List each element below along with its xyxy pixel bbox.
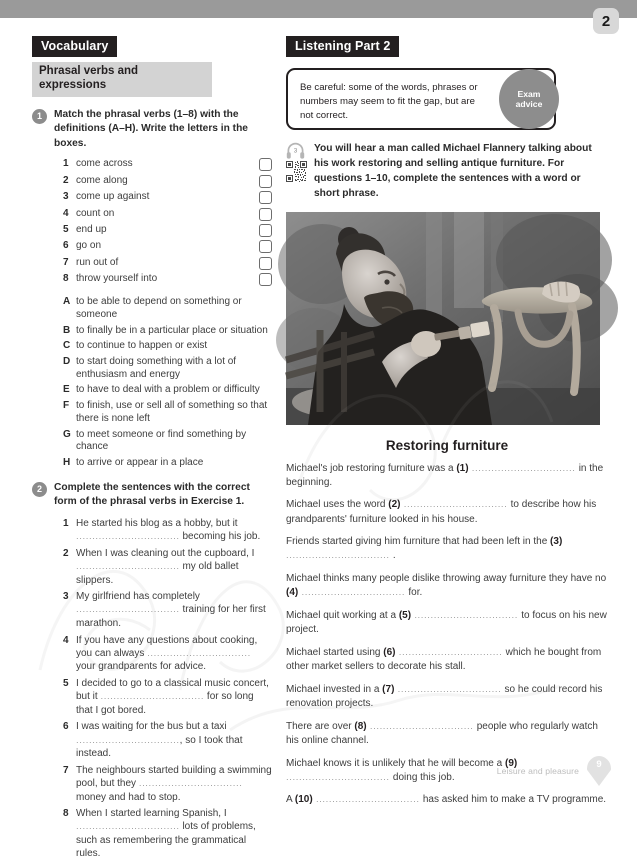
listening-icon-group <box>286 142 310 182</box>
definition-row <box>63 325 272 338</box>
gap-sentence-number: 3 <box>63 591 69 603</box>
exam-advice-box <box>286 68 556 130</box>
gap-sentence-row <box>63 634 272 674</box>
answer-box[interactable] <box>259 273 272 286</box>
gap-sentence-text: I decided to go to a classical music concert, but it ................................ for so long that I got bored. <box>76 678 269 716</box>
gap-sentence-number: 1 <box>63 517 69 529</box>
gap-sentence-row <box>63 590 272 630</box>
vocabulary-column <box>32 36 272 864</box>
exercise-2-number: 2 <box>32 482 47 497</box>
answer-box[interactable] <box>259 224 272 237</box>
definition-text: to start doing something with a lot of enthusiasm and energy <box>76 356 237 380</box>
listening-gap-sentence: Michael's job restoring furniture was a (1) ................................ in the beginning. <box>286 462 604 488</box>
phrasal-verb-number: 7 <box>63 256 69 268</box>
gap-sentence-text: If you have any questions about cooking, you can always ................................ your grandparents for advice. <box>76 634 258 673</box>
answer-gap[interactable]: ................................ <box>138 778 243 789</box>
answer-box[interactable] <box>259 240 272 253</box>
definition-letter: F <box>63 400 70 412</box>
qr-code-icon[interactable] <box>286 161 307 182</box>
question-number: (1) <box>456 462 469 474</box>
definition-letter: B <box>63 324 71 336</box>
answer-gap[interactable]: ................................ <box>411 610 522 621</box>
answer-gap[interactable]: ................................ <box>312 794 423 806</box>
phrasal-verb-number: 8 <box>63 273 69 285</box>
furniture-restoration-photo <box>286 212 600 425</box>
listening-gap-sentence: Michael invested in a (7) ................................ so he could record his renovation projects. <box>286 683 603 709</box>
phrasal-verb-row <box>63 175 272 188</box>
exercise-2 <box>32 481 272 861</box>
phrasal-verb-number: 5 <box>63 223 69 235</box>
gap-sentence-number: 4 <box>63 634 69 646</box>
phrasal-verb-row <box>63 240 272 253</box>
exercise-1-rubric: Match the phrasal verbs (1–8) with the definitions (A–H). Write the letters in the boxes. <box>54 108 248 149</box>
phrasal-verb-row <box>63 224 272 237</box>
phrasal-verb-number: 4 <box>63 207 69 219</box>
page-number: 9 <box>596 759 602 770</box>
phrasal-verb-number: 2 <box>63 174 69 186</box>
vocabulary-section-header: Vocabulary <box>32 36 117 57</box>
track-number-label: 3 <box>293 147 298 155</box>
answer-gap[interactable]: ................................ <box>76 560 180 572</box>
listening-gap-sentence: Michael uses the word (2) ................................ to describe how his grandparents' furniture looked in his house. <box>286 499 597 525</box>
definition-text: to have to deal with a problem or difficulty <box>76 384 260 396</box>
answer-gap[interactable]: ................................ <box>468 462 579 474</box>
answer-gap[interactable]: ................................ <box>147 647 251 659</box>
definition-letter: A <box>63 296 71 308</box>
gap-sentence-text: My girlfriend has completely ................................ training for her first marathon. <box>76 591 266 629</box>
answer-box[interactable] <box>259 158 272 171</box>
definition-row <box>63 296 272 321</box>
listening-gap-sentence: There are over (8) ................................ people who regularly watch his online channel. <box>286 720 598 746</box>
definition-row <box>63 356 272 381</box>
phrasal-verb-row <box>63 208 272 221</box>
listening-gap-sentence: Michael started using (6) ................................ which he bought from other market sellers to decorate his stall. <box>286 646 602 673</box>
listening-gap-sentence: Michael thinks many people dislike throwing away furniture they have no (4) ................................ for. <box>286 573 607 599</box>
page-number-pin <box>587 756 611 786</box>
gap-sentence-number: 5 <box>63 678 69 689</box>
question-number: (10) <box>294 794 313 806</box>
question-number: (8) <box>354 720 367 732</box>
definition-letter: D <box>63 356 71 368</box>
gap-sentence-row <box>63 547 272 587</box>
page-top-band <box>0 0 637 18</box>
question-number: (3) <box>550 536 563 548</box>
definition-text: to finish, use or sell all of something so that there is none left <box>76 400 268 424</box>
page-footer <box>497 756 611 786</box>
phrasal-verb-text: throw yourself into <box>76 273 158 285</box>
phrasal-verb-number: 1 <box>63 158 69 170</box>
answer-box[interactable] <box>259 208 272 221</box>
definition-list <box>63 296 272 469</box>
listening-instruction-text: You will hear a man called Michael Flannery talking about his work restoring and selling antique furniture. For questions 1–10, complete the sentences with a word or short phrase. <box>314 143 592 199</box>
phrasal-verb-number: 6 <box>63 240 69 252</box>
phrasal-verb-row <box>63 158 272 171</box>
listening-gap-sentence: Michael knows it is unlikely that he will become a (9) ................................ doing this job. <box>286 757 518 783</box>
gap-sentence-text: He started his blog as a hobby, but it ................................ becoming his job. <box>76 517 261 542</box>
answer-gap[interactable]: ................................ <box>298 587 409 599</box>
gap-sentence-row <box>63 720 272 760</box>
phrasal-verb-match-list <box>63 158 272 286</box>
phrasal-verb-text: go on <box>76 240 102 252</box>
phrasal-verb-text: run out of <box>76 256 119 268</box>
definition-row <box>63 340 272 353</box>
gap-sentence-number: 6 <box>63 721 69 733</box>
question-number: (4) <box>286 587 299 599</box>
phrasal-verb-text: come across <box>76 158 133 170</box>
answer-gap[interactable]: ................................ <box>286 550 393 562</box>
definition-text: to finally be in a particular place or situation <box>76 324 268 336</box>
listening-column <box>286 36 608 816</box>
gap-sentence-row <box>63 517 272 544</box>
gap-sentence-number: 7 <box>63 764 69 776</box>
question-number: (6) <box>383 646 396 658</box>
definition-row <box>63 429 272 454</box>
gap-sentence-text: When I started learning Spanish, I ................................ lots of problems, such as remembering the grammatical rules. <box>76 808 256 860</box>
question-number: (9) <box>504 757 518 769</box>
phrasal-verb-row <box>63 257 272 270</box>
exam-advice-badge-line-2: advice <box>515 99 543 110</box>
answer-gap[interactable]: ................................ <box>394 683 505 695</box>
gap-fill-sentence-list <box>63 517 272 861</box>
listening-gap-sentence: Friends started giving him furniture that had been left in the (3) ................................ . <box>286 536 563 562</box>
answer-gap[interactable]: ................................ <box>400 499 511 511</box>
gap-sentence-text: I was waiting for the bus but a taxi ................................, so I took that instead. <box>76 721 243 760</box>
question-number: (7) <box>382 683 395 695</box>
gap-sentence-text: The neighbours started building a swimming pool, but they ................................ money and had to stop. <box>76 764 272 803</box>
gap-sentence-text: When I was cleaning out the cupboard, I ................................ my old ballet slippers. <box>76 547 255 586</box>
definition-letter: G <box>63 428 71 440</box>
definition-row <box>63 400 272 425</box>
listening-gap-sentence: A (10) ................................ has asked him to make a TV programme. <box>286 794 607 806</box>
answer-box[interactable] <box>259 191 272 204</box>
exercise-2-rubric: Complete the sentences with the correct form of the phrasal verbs in Exercise 1. <box>54 481 250 508</box>
answer-gap[interactable]: ................................ <box>76 734 180 746</box>
answer-gap[interactable]: ................................ <box>100 691 205 703</box>
exam-advice-text: Be careful: some of the words, phrases or numbers may seem to fit the gap, but are not correct. <box>300 82 478 122</box>
answer-gap[interactable]: ................................ <box>76 604 180 616</box>
phrasal-verb-number: 3 <box>63 191 69 203</box>
headphones-icon <box>286 142 305 159</box>
phrasal-verb-text: end up <box>76 223 107 235</box>
exam-advice-badge-line-1: Exam <box>517 88 541 99</box>
definition-letter: E <box>63 384 70 396</box>
answer-box[interactable] <box>259 175 272 188</box>
definition-text: to continue to happen or exist <box>76 340 208 352</box>
listening-section-header: Listening Part 2 <box>286 36 399 57</box>
answer-gap[interactable]: ................................ <box>395 646 506 658</box>
exam-advice-badge <box>499 69 559 129</box>
question-number: (2) <box>388 499 401 511</box>
phrasal-verb-text: count on <box>76 207 115 219</box>
exercise-1 <box>32 108 272 470</box>
listening-instruction-block <box>286 142 608 201</box>
answer-gap[interactable]: ................................ <box>76 530 180 542</box>
definition-row <box>63 457 272 470</box>
phrasal-verbs-subsection-header: Phrasal verbs and expressions <box>32 62 212 97</box>
definition-text: to meet someone or find something by chance <box>76 428 247 453</box>
gap-sentence-number: 2 <box>63 547 69 559</box>
gap-sentence-row <box>63 677 272 717</box>
answer-gap[interactable]: ................................ <box>286 771 393 783</box>
question-number: (5) <box>398 610 412 621</box>
footer-unit-label: Leisure and pleasure <box>496 766 579 776</box>
phrasal-verb-row <box>63 191 272 204</box>
phrasal-verb-text: come up against <box>76 191 150 203</box>
answer-box[interactable] <box>259 257 272 270</box>
phrasal-verb-row <box>63 273 272 286</box>
phrasal-verb-text: come along <box>76 174 128 186</box>
unit-number-badge: 2 <box>593 8 619 34</box>
exercise-1-number: 1 <box>32 109 47 124</box>
definition-text: to be able to depend on something or someone <box>76 296 242 320</box>
listening-gap-sentence: Michael quit working at a (5) ................................ to focus on his new project. <box>286 610 607 636</box>
definition-letter: H <box>63 457 71 468</box>
gap-sentence-row <box>63 764 272 804</box>
definition-text: to arrive or appear in a place <box>76 457 204 468</box>
definition-row <box>63 384 272 397</box>
answer-gap[interactable]: ................................ <box>366 720 477 732</box>
gap-sentence-row <box>63 807 272 860</box>
listening-task-title: Restoring furniture <box>385 437 509 453</box>
definition-letter: C <box>63 340 71 352</box>
gap-sentence-number: 8 <box>63 808 69 820</box>
answer-gap[interactable]: ................................ <box>76 821 180 833</box>
